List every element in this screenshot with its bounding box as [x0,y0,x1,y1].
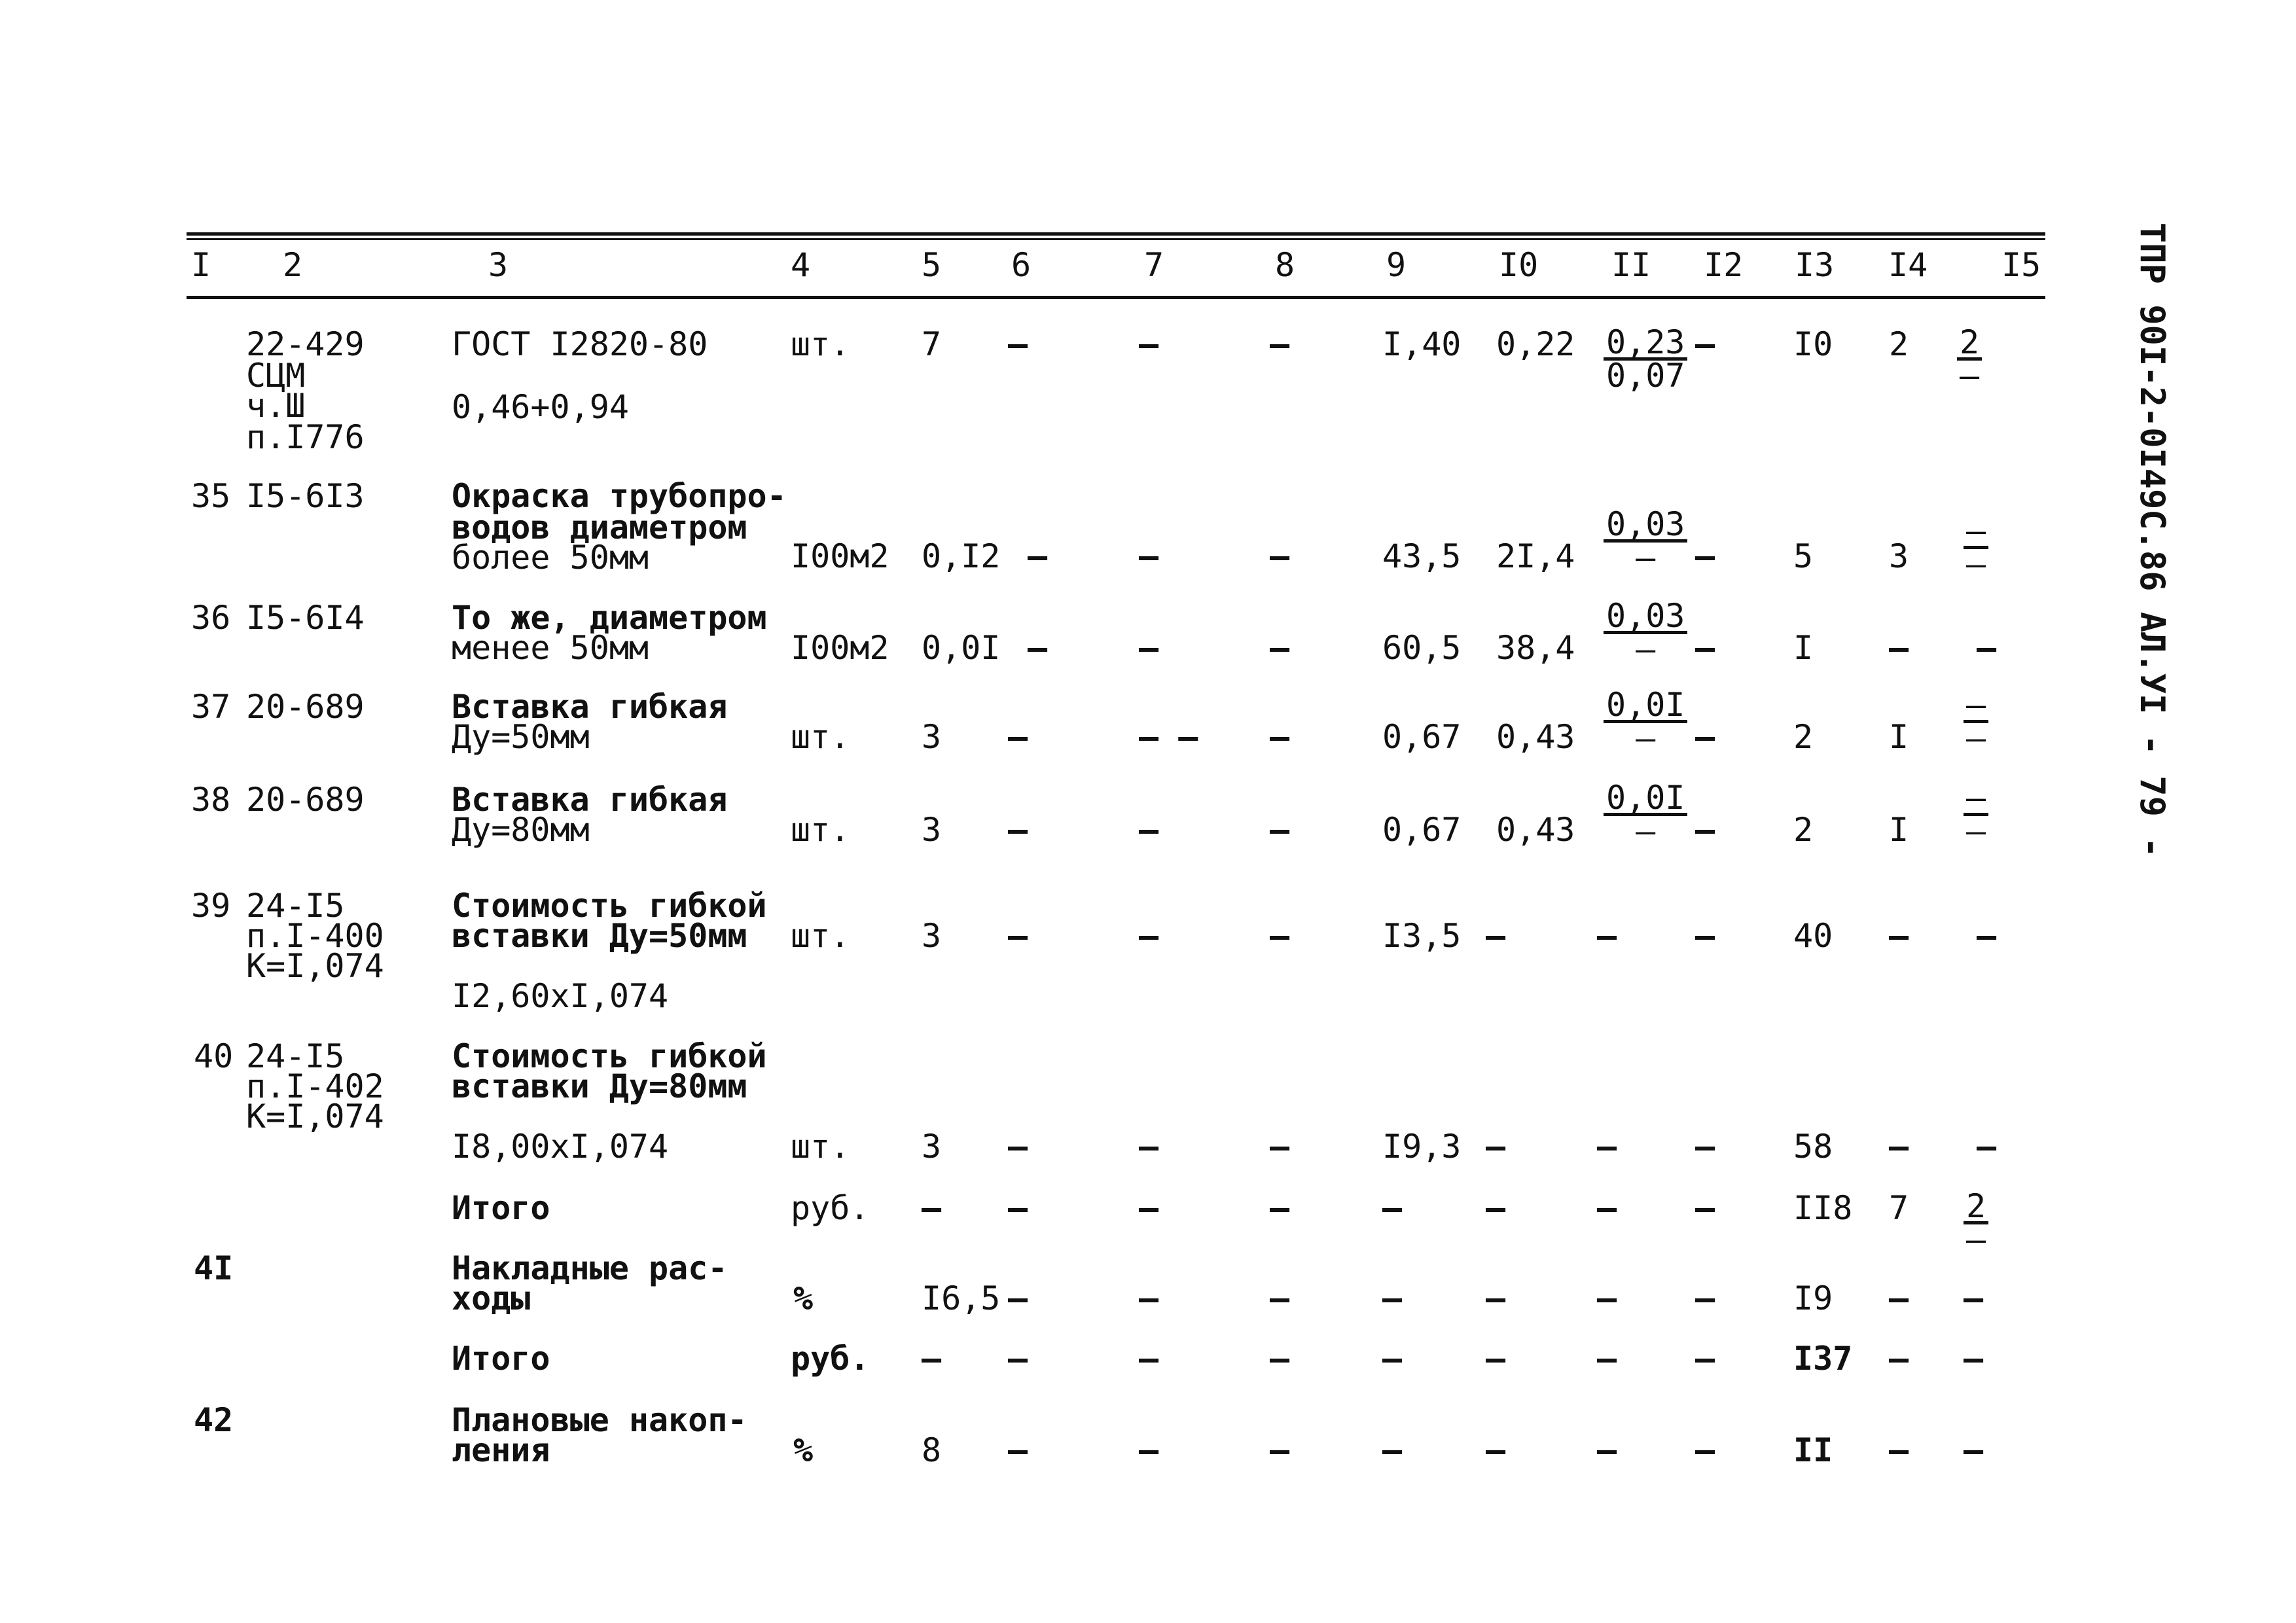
col-header-14: I4 [1888,246,1928,284]
fraction-numerator: – [1964,783,1988,816]
row-c14: – [1889,1128,1909,1166]
col-header-7: 7 [1144,246,1164,284]
row-unit: шт. [791,1128,850,1166]
row-c13: 5 [1793,537,1814,575]
row-code: п.I-400 [246,917,384,955]
row-c11-fraction [1604,505,1687,577]
row-description: Ду=80мм [452,811,590,849]
row-description: Ду=50мм [452,718,590,756]
row-c11: – [1597,1128,1617,1166]
row-code: К=I,074 [246,947,384,985]
row-c6: – [1008,1189,1028,1227]
row-description: Итого [452,1189,550,1227]
row-number: 40 [194,1037,234,1075]
row-c7: – [1139,537,1159,575]
col-header-4: 4 [791,246,811,284]
row-description: Стоимость гибкой [452,887,767,925]
row-c10: 0,43 [1496,811,1575,849]
row-unit: шт. [791,917,850,955]
row-c5: 0,0I [922,629,1001,667]
row-c15-fraction [1964,512,1988,583]
row-c11-fraction [1604,686,1687,757]
col-header-13: I3 [1795,246,1835,284]
row-c10: – [1486,1128,1506,1166]
row-c14: – [1889,629,1909,667]
fraction-denominator: – [1966,545,1986,583]
row-c10: – [1486,1340,1506,1378]
row-c5: I6,5 [922,1279,1001,1317]
row-c5: – [922,1340,942,1378]
row-description: Вставка гибкая [452,781,728,819]
fraction-numerator: 0,03 [1604,509,1687,543]
row-c7: – [1139,1431,1159,1469]
row-code: 24-I5 [246,1037,345,1075]
fraction-numerator: 0,23 [1604,327,1687,361]
row-description: вставки Ду=50мм [452,917,747,955]
fraction-numerator: 2 [1957,327,1982,361]
row-c6: – [1028,537,1048,575]
col-header-10: I0 [1499,246,1539,284]
row-c15: – [1977,629,1997,667]
row-c9: 43,5 [1382,537,1462,575]
row-code: 20-689 [246,688,365,726]
header-rule [187,296,2045,299]
fraction-denominator: – [1636,812,1656,850]
row-c5: – [922,1189,942,1227]
row-c7: – [1139,629,1159,667]
row-code: 20-689 [246,781,365,819]
row-c5: 7 [922,325,942,363]
col-header-2: 2 [283,246,303,284]
row-unit: % [793,1279,814,1317]
row-c15: – [1964,1431,1984,1469]
row-unit: руб. [791,1340,870,1378]
row-c7: – – [1139,718,1198,756]
row-c13: 2 [1793,718,1814,756]
top-rule [187,232,2045,236]
row-c8: – [1270,1189,1290,1227]
row-description: ГОСТ I2820-80 [452,325,708,363]
row-c10: 0,22 [1496,325,1575,363]
row-c8: – [1270,1128,1290,1166]
row-c5: 3 [922,1128,942,1166]
fraction-numerator: 0,03 [1604,601,1687,634]
row-unit: шт. [791,811,850,849]
row-c14: – [1889,917,1909,955]
fraction-denominator: – [1636,630,1656,668]
row-c5: 0,I2 [922,537,1001,575]
row-c10: – [1486,1189,1506,1227]
row-description: Накладные рас- [452,1249,728,1287]
row-c13: I0 [1793,325,1833,363]
row-number: 35 [191,477,231,515]
row-c6: – [1008,917,1028,955]
row-description: менее 50мм [452,629,649,667]
row-c15-fraction [1964,779,1988,850]
row-number: 39 [191,887,231,925]
row-c5: 3 [922,718,942,756]
row-unit: шт. [791,325,850,363]
row-c6: – [1008,1279,1028,1317]
row-c12: – [1695,325,1715,363]
row-c7: – [1139,1189,1159,1227]
row-c12: – [1695,537,1715,575]
row-c12: – [1695,718,1715,756]
row-unit: шт. [791,718,850,756]
row-number: 37 [191,688,231,726]
row-c14: 2 [1889,325,1909,363]
row-c8: – [1270,1340,1290,1378]
row-number: 38 [191,781,231,819]
row-code: I5-6I3 [246,477,365,515]
col-header-1: I [191,246,211,284]
col-header-8: 8 [1275,246,1295,284]
row-c7: – [1139,917,1159,955]
row-c6: – [1008,811,1028,849]
row-c12: – [1695,1431,1715,1469]
row-number: 36 [191,599,231,637]
row-c14: I [1889,718,1909,756]
row-unit: I00м2 [791,537,889,575]
row-c10: – [1486,917,1506,955]
row-c14: – [1889,1340,1909,1378]
row-c13: II8 [1793,1189,1853,1227]
row-c12: – [1695,1340,1715,1378]
row-c11: – [1597,1189,1617,1227]
row-c10: – [1486,1279,1506,1317]
row-c9: 60,5 [1382,629,1462,667]
row-c15: – [1977,917,1997,955]
fraction-numerator: 0,0I [1604,690,1687,723]
row-c6: – [1028,629,1048,667]
row-c14: I [1889,811,1909,849]
top-rule-thin [187,238,2045,240]
row-description: Стоимость гибкой [452,1037,767,1075]
row-description: ходы [452,1279,531,1317]
row-c9: – [1382,1189,1403,1227]
row-c9: 0,67 [1382,718,1462,756]
row-c12: – [1695,1189,1715,1227]
col-header-6: 6 [1011,246,1031,284]
row-c7: – [1139,1128,1159,1166]
col-header-11: II [1611,246,1651,284]
row-c9: I,40 [1382,325,1462,363]
row-c12: – [1695,629,1715,667]
row-description: Вставка гибкая [452,688,728,726]
row-c10: 0,43 [1496,718,1575,756]
row-description-extra: I2,60xI,074 [452,977,669,1015]
row-c10: – [1486,1431,1506,1469]
row-c6: – [1008,325,1028,363]
row-code: СЦМ [246,357,306,395]
fraction-denominator: – [1966,812,1986,850]
row-c6: – [1008,1128,1028,1166]
fraction-denominator: – [1966,719,1986,757]
row-description: Итого [452,1340,550,1378]
row-c12: – [1695,1128,1715,1166]
row-c12: – [1695,1279,1715,1317]
fraction-denominator: 0,07 [1606,357,1685,395]
row-c5: 8 [922,1431,942,1469]
row-c15: – [1964,1340,1984,1378]
row-code: 22-429 [246,325,365,363]
row-c7: – [1139,811,1159,849]
row-c14: – [1889,1431,1909,1469]
row-c11-fraction [1604,323,1687,395]
row-number: 4I [194,1249,234,1287]
row-code: 24-I5 [246,887,345,925]
col-header-9: 9 [1386,246,1407,284]
row-c7: – [1139,1340,1159,1378]
row-c14: – [1889,1279,1909,1317]
row-c14: 7 [1889,1189,1909,1227]
row-c11: – [1597,1340,1617,1378]
row-code: п.I-402 [246,1067,384,1105]
fraction-numerator: – [1964,690,1988,723]
row-c8: – [1270,811,1290,849]
fraction-denominator: – [1966,1221,1986,1258]
row-c15-fraction [1957,323,1982,395]
row-c11-fraction [1604,779,1687,850]
row-description: Окраска трубопро- [452,477,787,515]
row-c15: – [1977,1128,1997,1166]
row-c13: 2 [1793,811,1814,849]
row-description: водов диаметром [452,508,747,546]
row-c9: – [1382,1340,1403,1378]
row-description: вставки Ду=80мм [452,1067,747,1105]
row-c8: – [1270,1279,1290,1317]
col-header-3: 3 [488,246,509,284]
row-c15-fraction [1964,1187,1988,1258]
row-c6: – [1008,1431,1028,1469]
row-c13: I [1793,629,1814,667]
col-header-15: I5 [2001,246,2041,284]
row-c11: – [1597,1431,1617,1469]
col-header-5: 5 [922,246,942,284]
row-c13: 58 [1793,1128,1833,1166]
row-c9: I3,5 [1382,917,1462,955]
row-c10: 38,4 [1496,629,1575,667]
row-description: 0,46+0,94 [452,388,629,426]
row-number: 42 [194,1401,234,1439]
fraction-denominator: – [1636,719,1656,757]
row-code: п.I776 [246,418,365,456]
row-c6: – [1008,718,1028,756]
row-c12: – [1695,917,1715,955]
row-description: Плановые накоп- [452,1401,747,1439]
row-c5: 3 [922,917,942,955]
row-c13: 40 [1793,917,1833,955]
row-c10: 2I,4 [1496,537,1575,575]
fraction-denominator: – [1960,357,1980,395]
row-c15-fraction [1964,686,1988,757]
row-c6: – [1008,1340,1028,1378]
margin-stamp: ТПР 90I-2-0I49С.86 АЛ.УI - 79 - [2132,223,2172,858]
row-code: К=I,074 [246,1097,384,1135]
row-c13: II [1793,1431,1833,1469]
row-c7: – [1139,325,1159,363]
row-c13: I37 [1793,1340,1853,1378]
row-c8: – [1270,917,1290,955]
col-header-12: I2 [1704,246,1744,284]
row-description: То же, диаметром [452,599,767,637]
fraction-numerator: 0,0I [1604,783,1687,816]
row-c9: I9,3 [1382,1128,1462,1166]
row-c9: 0,67 [1382,811,1462,849]
row-code: ч.Ш [246,387,306,425]
fraction-numerator: 2 [1964,1191,1988,1224]
row-description: более 50мм [452,539,649,577]
row-c12: – [1695,811,1715,849]
row-description-extra: I8,00xI,074 [452,1128,669,1166]
row-c8: – [1270,325,1290,363]
row-c8: – [1270,718,1290,756]
row-c11: – [1597,1279,1617,1317]
row-c15: – [1964,1279,1984,1317]
row-c7: – [1139,1279,1159,1317]
fraction-numerator: – [1964,516,1988,549]
row-c14: 3 [1889,537,1909,575]
row-c8: – [1270,537,1290,575]
row-c13: I9 [1793,1279,1833,1317]
row-unit: I00м2 [791,629,889,667]
row-c5: 3 [922,811,942,849]
fraction-denominator: – [1636,539,1656,577]
row-unit: % [793,1431,814,1469]
row-c9: – [1382,1279,1403,1317]
row-c11: – [1597,917,1617,955]
row-description: ления [452,1431,550,1469]
row-code: I5-6I4 [246,599,365,637]
row-unit: руб. [791,1189,870,1227]
row-c8: – [1270,1431,1290,1469]
row-c8: – [1270,629,1290,667]
row-c9: – [1382,1431,1403,1469]
row-c11-fraction [1604,597,1687,668]
